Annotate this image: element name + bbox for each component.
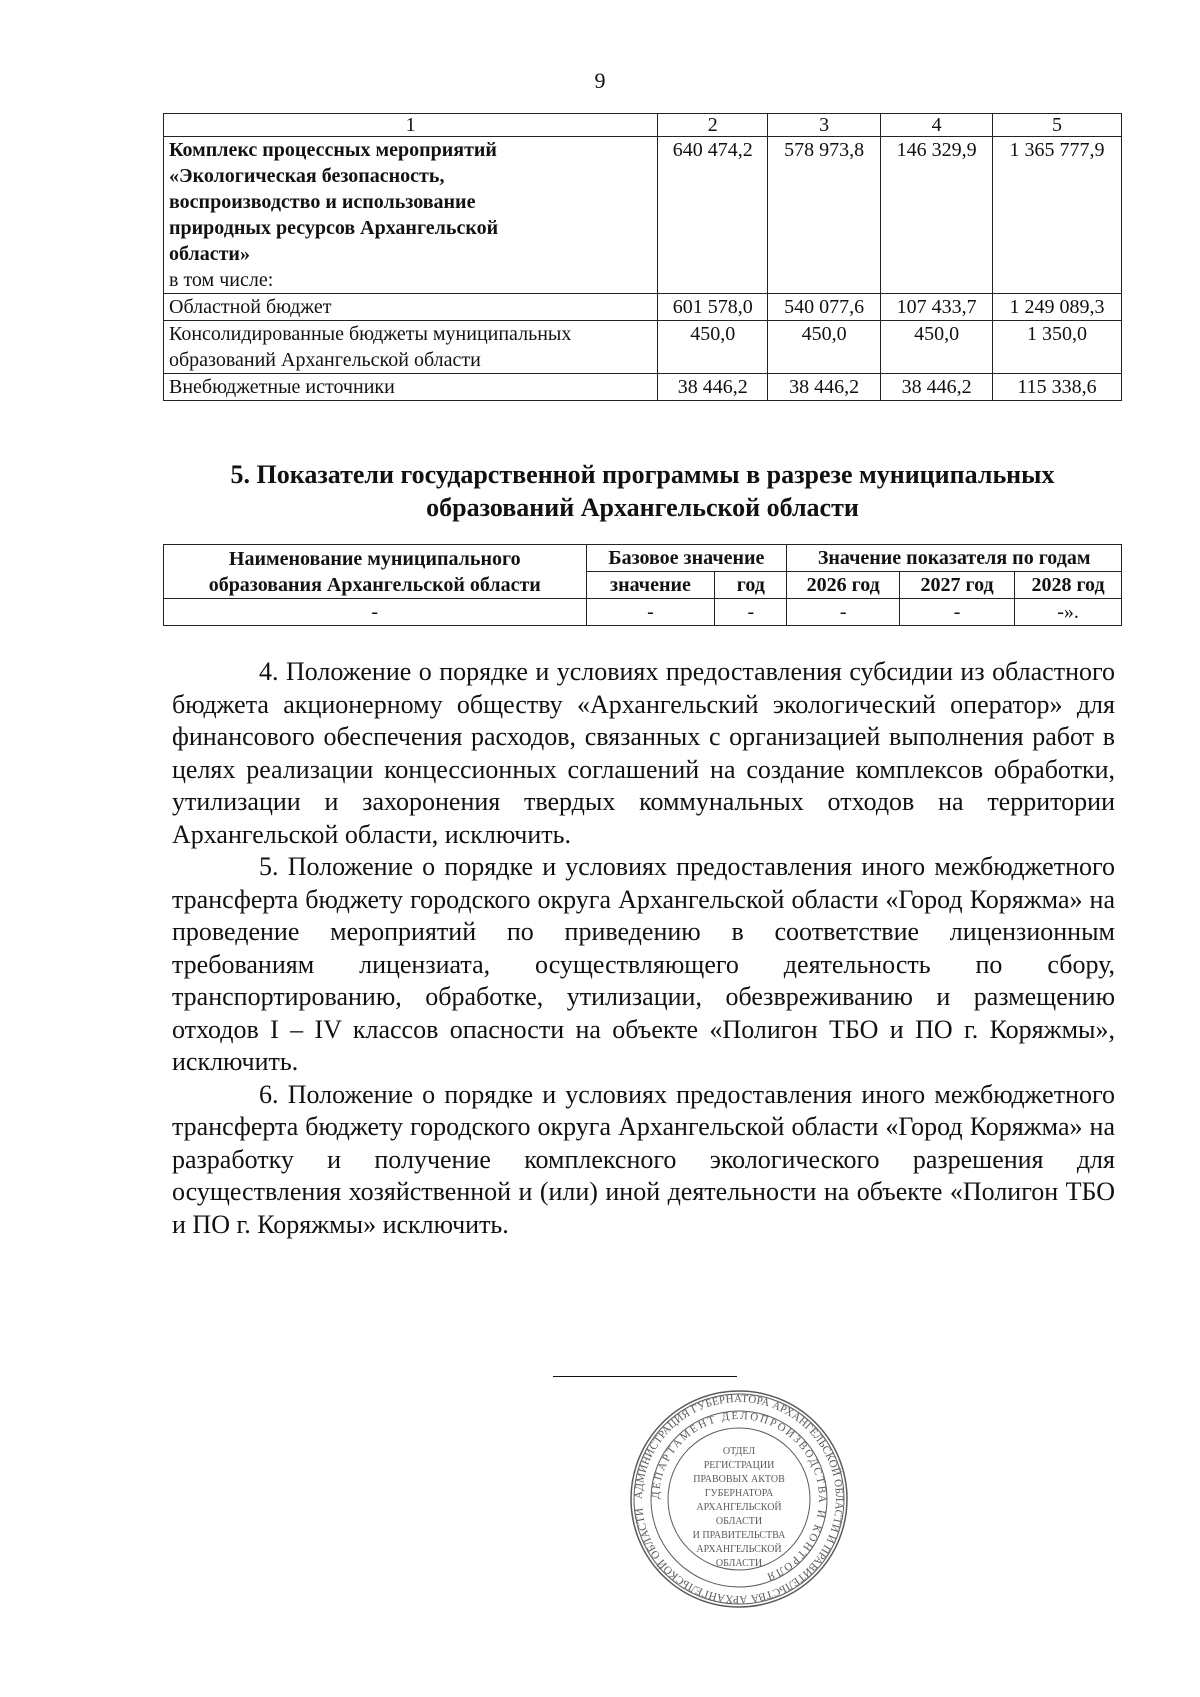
budget-value-cell: 115 338,6 [993, 374, 1122, 401]
budget-value-cell: 540 077,6 [768, 294, 881, 321]
budget-value-cell: 38 446,2 [658, 374, 768, 401]
budget-value-cell: 38 446,2 [881, 374, 993, 401]
seal-center-line: АРХАНГЕЛЬСКОЙ [696, 1502, 782, 1513]
municipality-header-line: Наименование муниципального [228, 547, 521, 570]
complex-subtitle: в том числе: [169, 269, 274, 291]
closing-divider [553, 1376, 737, 1377]
indicator-cell: -». [1015, 599, 1122, 626]
seal-center-line: ОБЛАСТИ [715, 1516, 763, 1527]
page-number: 9 [594, 68, 606, 93]
seal-center-line: ОБЛАСТИ [715, 1558, 763, 1569]
subheader-cell: значение [586, 572, 715, 599]
budget-value-cell: 450,0 [881, 321, 993, 374]
subheader-cell: 2026 год [787, 572, 900, 599]
indicators-data-row [164, 599, 1122, 626]
seal-center-line: АРХАНГЕЛЬСКОЙ [696, 1544, 782, 1555]
budget-row-regional [164, 294, 1122, 321]
budget-value-cell: 1 350,0 [993, 321, 1122, 374]
seal-center-line: ГУБЕРНАТОРА [704, 1488, 774, 1499]
budget-row-complex [164, 137, 1122, 294]
seal-center-line: И ПРАВИТЕЛЬСТВА [692, 1530, 786, 1541]
seal-center-line: ОТДЕЛ [722, 1446, 756, 1457]
indicator-cell: - [715, 599, 787, 626]
base-value-header: Базовое значение [586, 545, 787, 572]
subheader-cell: 2027 год [900, 572, 1015, 599]
budget-value-cell: 578 973,8 [768, 137, 881, 294]
municipality-header-line: образования Архангельской области [208, 573, 541, 596]
budget-row-municipal [164, 321, 1122, 374]
indicator-cell: - [787, 599, 900, 626]
complex-title-line: природных ресурсов Архангельской [169, 217, 499, 239]
budget-value-cell: 107 433,7 [881, 294, 993, 321]
official-seal-icon [628, 1388, 850, 1610]
complex-title-line: воспроизводство и использование [169, 191, 476, 213]
indicator-cell: - [586, 599, 715, 626]
budget-row-label: Областной бюджет [164, 294, 658, 321]
budget-value-cell: 601 578,0 [658, 294, 768, 321]
complex-title-line: Комплекс процессных мероприятий [169, 139, 497, 161]
budget-row-extrabudgetary [164, 374, 1122, 401]
budget-header-cell: 1 [164, 114, 658, 137]
budget-header-cell: 5 [993, 114, 1122, 137]
complex-title-line: «Экологическая безопасность, [169, 165, 445, 187]
budget-value-cell: 1 365 777,9 [993, 137, 1122, 294]
budget-row-label-line: образований Архангельской области [169, 349, 481, 371]
paragraph-5: 5. Положение о порядке и условиях предоставления иного межбюджетного трансферта бюджету городского округа Архангельской области «Город Коряжма» на проведение мероприятий по приведению в соответствие лицензионным требованиям лицензиата, осуществляющего деятельность по сбору, транспортированию, обработке, утилизации, обезвреживанию и размещению отходов I – IV классов опасности на объекте «Полигон ТБО и ПО г. Коряжмы», исключить. [172, 852, 1115, 1076]
svg-text:АДМИНИСТРАЦИЯ ГУБЕРНАТОРА АРХА [633, 1393, 845, 1605]
seal-center-line: РЕГИСТРАЦИИ [703, 1460, 775, 1471]
budget-table [163, 113, 1122, 401]
budget-header-cell: 4 [881, 114, 993, 137]
municipality-header [164, 545, 587, 599]
budget-value-cell: 1 249 089,3 [993, 294, 1122, 321]
budget-header-row [164, 114, 1122, 137]
budget-row-label: Внебюджетные источники [164, 374, 658, 401]
seal-center-line: ПРАВОВЫХ АКТОВ [693, 1474, 785, 1485]
body-text [172, 656, 1115, 1241]
years-header: Значение показателя по годам [787, 545, 1122, 572]
complex-label-cell [164, 137, 658, 294]
indicators-table [163, 544, 1122, 626]
seal-middle-text: ДЕПАРТАМЕНТ ДЕЛОПРОИЗВОДСТВА И КОНТРОЛЯ [649, 1409, 829, 1584]
paragraph-4: 4. Положение о порядке и условиях предоставления субсидии из областного бюджета акционерному обществу «Архангельский экологический оператор» для финансового обеспечения расходов, связанных с организацией выполнения работ в целях реализации концессионных соглашений на создание комплексов обработки, утилизации и захоронения твердых коммунальных отходов на территории Архангельской области, исключить. [172, 657, 1115, 849]
seal-outer-text: АДМИНИСТРАЦИЯ ГУБЕРНАТОРА АРХАНГЕЛЬСКОЙ ОБЛАСТИ И ПРАВИТЕЛЬСТВА АРХАНГЕЛЬСКОЙ ОБЛАСТИ [632, 1392, 846, 1606]
budget-header-cell: 2 [658, 114, 768, 137]
complex-title-line: области» [169, 243, 250, 265]
budget-value-cell: 450,0 [658, 321, 768, 374]
budget-row-label [164, 321, 658, 374]
budget-value-cell: 38 446,2 [768, 374, 881, 401]
indicators-header-row [164, 545, 1122, 572]
budget-value-cell: 146 329,9 [881, 137, 993, 294]
subheader-cell: 2028 год [1015, 572, 1122, 599]
subheader-cell: год [715, 572, 787, 599]
section-title-line: 5. Показатели государственной программы в разрезе муниципальных [230, 460, 1055, 489]
budget-header-cell: 3 [768, 114, 881, 137]
budget-value-cell: 640 474,2 [658, 137, 768, 294]
section-title [160, 458, 1125, 524]
section-title-line: образований Архангельской области [426, 493, 859, 522]
budget-value-cell: 450,0 [768, 321, 881, 374]
indicator-cell: - [164, 599, 587, 626]
budget-row-label-line: Консолидированные бюджеты муниципальных [169, 323, 572, 345]
indicator-cell: - [900, 599, 1015, 626]
paragraph-6: 6. Положение о порядке и условиях предоставления иного межбюджетного трансферта бюджету городского округа Архангельской области «Город Коряжма» на разработку и получение комплексного экологического разрешения для осуществления хозяйственной и (или) иной деятельности на объекте «Полигон ТБО и ПО г. Коряжмы» исключить. [172, 1079, 1115, 1239]
